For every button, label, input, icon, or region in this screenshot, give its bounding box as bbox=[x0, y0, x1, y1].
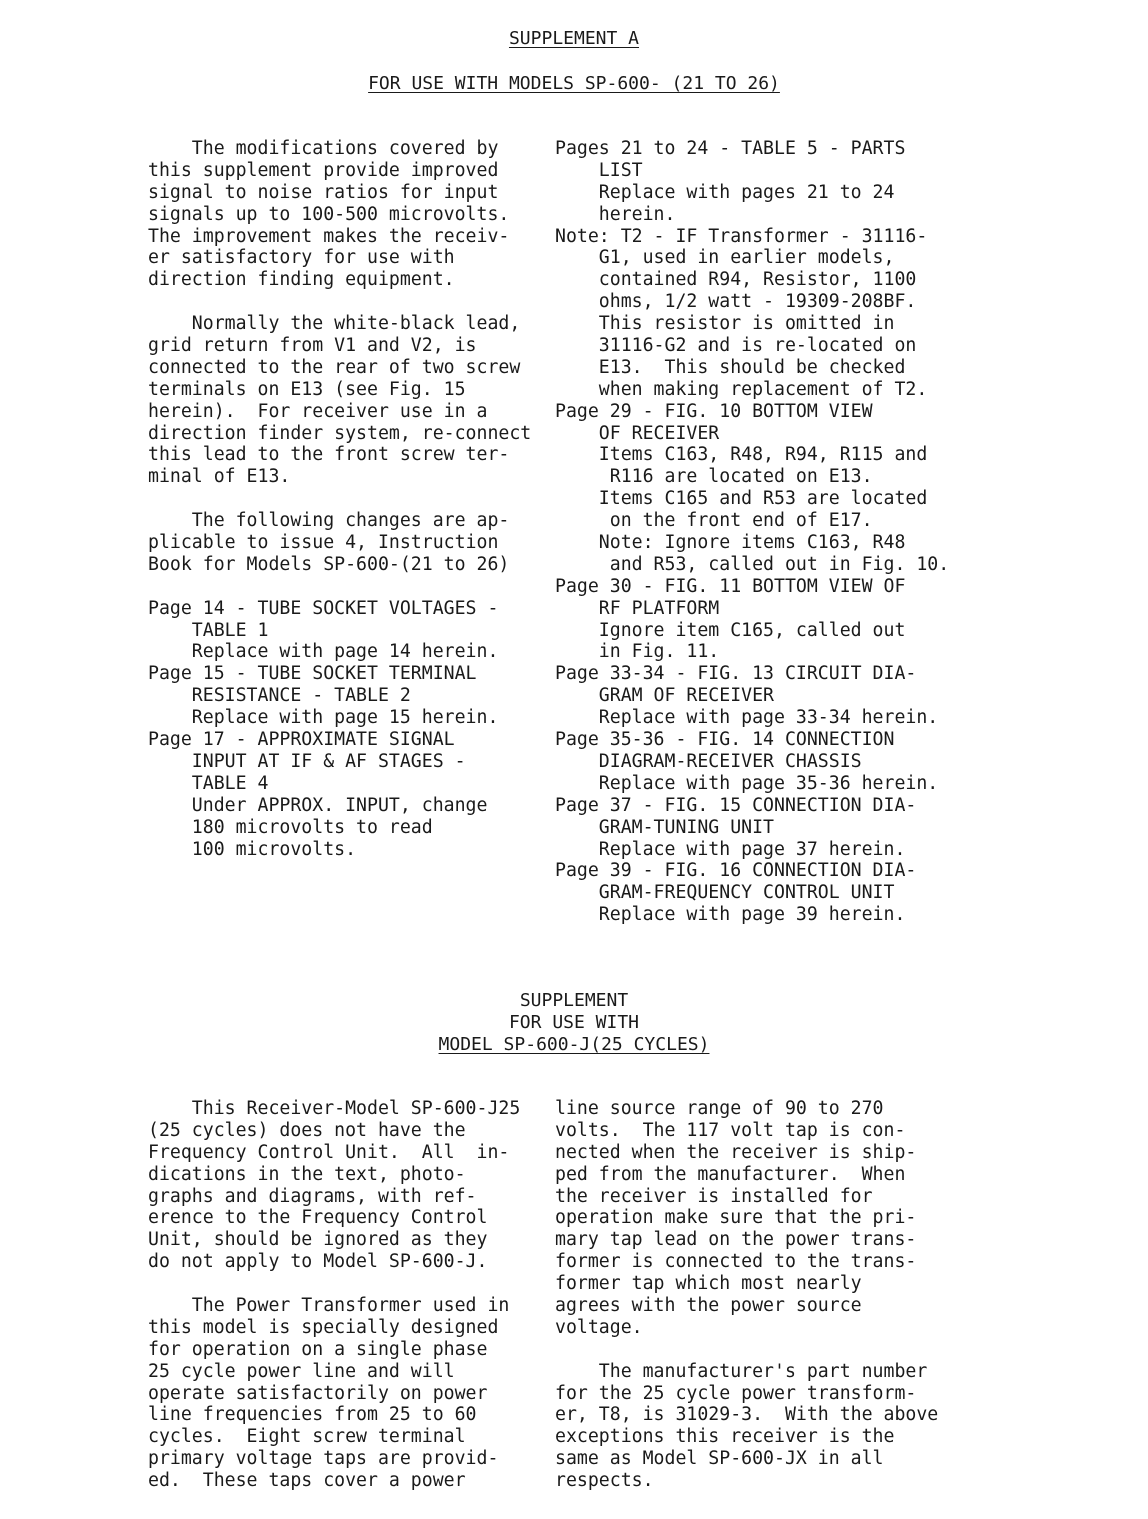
text-line: 31116-G2 and is re-located on bbox=[555, 335, 917, 357]
text-line: GRAM-FREQUENCY CONTROL UNIT bbox=[555, 882, 895, 904]
text-line: LIST bbox=[555, 159, 643, 181]
text-line: line frequencies from 25 to 60 bbox=[148, 1404, 477, 1426]
text-line: Under APPROX. INPUT, change bbox=[148, 794, 488, 816]
text-line: Page 29 - FIG. 10 BOTTOM VIEW bbox=[555, 400, 873, 422]
text-line: Page 30 - FIG. 11 BOTTOM VIEW OF bbox=[555, 575, 906, 597]
text-line: Page 14 - TUBE SOCKET VOLTAGES - bbox=[148, 597, 499, 619]
text-line: Pages 21 to 24 - TABLE 5 - PARTS bbox=[555, 138, 906, 159]
text-line: Page 37 - FIG. 15 CONNECTION DIA- bbox=[555, 794, 917, 816]
text-line: cycles. Eight screw terminal bbox=[148, 1426, 466, 1448]
text-line: dications in the text, photo- bbox=[148, 1163, 466, 1185]
text-line bbox=[555, 1339, 938, 1361]
text-line: ohms, 1/2 watt - 19309-208BF. bbox=[555, 291, 917, 313]
text-line: E13. This should be checked bbox=[555, 356, 906, 378]
text-line: Page 15 - TUBE SOCKET TERMINAL bbox=[148, 663, 477, 685]
text-line: Normally the white-black lead, bbox=[148, 313, 521, 335]
text-line: GRAM-TUNING UNIT bbox=[555, 816, 774, 838]
text-line: this supplement provide improved bbox=[148, 159, 499, 181]
text-line: Note: T2 - IF Transformer - 31116- bbox=[555, 225, 928, 247]
text-line: Replace with page 15 herein. bbox=[148, 707, 499, 729]
text-line: Replace with pages 21 to 24 bbox=[555, 181, 895, 203]
text-line: and R53, called out in Fig. 10. bbox=[555, 553, 950, 575]
text-line: Ignore item C165, called out bbox=[555, 619, 906, 641]
text-line: line source range of 90 to 270 bbox=[555, 1098, 884, 1119]
text-line: direction finder system, re-connect bbox=[148, 422, 532, 444]
supplement-a-title: SUPPLEMENT A bbox=[508, 28, 640, 49]
text-line: exceptions this receiver is the bbox=[555, 1426, 895, 1448]
text-line: mary tap lead on the power trans- bbox=[555, 1229, 917, 1251]
text-line: Unit, should be ignored as they bbox=[148, 1229, 488, 1251]
text-line: Items C163, R48, R94, R115 and bbox=[555, 444, 928, 466]
text-line: terminals on E13 (see Fig. 15 bbox=[148, 378, 466, 400]
text-line: The modifications covered by bbox=[148, 138, 499, 159]
supplement-j-left-column bbox=[148, 1098, 520, 1492]
text-line: Items C165 and R53 are located bbox=[555, 488, 928, 510]
text-line: do not apply to Model SP-600-J. bbox=[148, 1251, 488, 1273]
text-line: Note: Ignore items C163, R48 bbox=[555, 532, 906, 554]
text-line: GRAM OF RECEIVER bbox=[555, 685, 774, 707]
text-line: for the 25 cycle power transform- bbox=[555, 1382, 917, 1404]
text-line: The improvement makes the receiv- bbox=[148, 225, 510, 247]
text-line: (25 cycles) does not have the bbox=[148, 1119, 466, 1141]
text-line: Page 33-34 - FIG. 13 CIRCUIT DIA- bbox=[555, 663, 917, 685]
text-line: the receiver is installed for bbox=[555, 1185, 873, 1207]
text-line: primary voltage taps are provid- bbox=[148, 1448, 499, 1470]
text-line: when making replacement of T2. bbox=[555, 378, 928, 400]
text-line: ped from the manufacturer. When bbox=[555, 1163, 906, 1185]
text-line: this lead to the front screw ter- bbox=[148, 444, 510, 466]
text-line: R116 are located on E13. bbox=[555, 466, 873, 488]
text-line: Replace with page 37 herein. bbox=[555, 838, 906, 860]
text-line: herein. bbox=[555, 203, 676, 225]
text-line: agrees with the power source bbox=[555, 1295, 862, 1317]
text-line: plicable to issue 4, Instruction bbox=[148, 532, 499, 554]
text-line: This Receiver-Model SP-600-J25 bbox=[148, 1098, 521, 1119]
text-line bbox=[148, 291, 531, 313]
text-line: Replace with page 39 herein. bbox=[555, 904, 906, 926]
supplement-a-right-column bbox=[555, 138, 949, 926]
text-line: graphs and diagrams, with ref- bbox=[148, 1185, 477, 1207]
text-line: Page 17 - APPROXIMATE SIGNAL bbox=[148, 729, 455, 751]
text-line: herein). For receiver use in a bbox=[148, 400, 488, 422]
text-line: 180 microvolts to read bbox=[148, 816, 433, 838]
text-line: The following changes are ap- bbox=[148, 510, 510, 532]
text-line: Replace with page 35-36 herein. bbox=[555, 772, 939, 794]
text-line: OF RECEIVER bbox=[555, 422, 720, 444]
text-line: This resistor is omitted in bbox=[555, 313, 895, 335]
text-line: erence to the Frequency Control bbox=[148, 1207, 488, 1229]
text-line: nected when the receiver is ship- bbox=[555, 1141, 917, 1163]
text-line: connected to the rear of two screw bbox=[148, 356, 521, 378]
supplement-j-title-line1: SUPPLEMENT bbox=[519, 990, 629, 1011]
text-line: TABLE 4 bbox=[148, 772, 269, 794]
text-line: Frequency Control Unit. All in- bbox=[148, 1141, 510, 1163]
supplement-a-left-column bbox=[148, 138, 531, 860]
text-line: G1, used in earlier models, bbox=[555, 247, 895, 269]
text-line: former is connected to the trans- bbox=[555, 1251, 917, 1273]
text-line: on the front end of E17. bbox=[555, 510, 873, 532]
supplement-j-right-column bbox=[555, 1098, 938, 1492]
text-line: signals up to 100-500 microvolts. bbox=[148, 203, 510, 225]
supplement-a-subtitle: FOR USE WITH MODELS SP-600- (21 TO 26) bbox=[368, 73, 780, 94]
text-line: signal to noise ratios for input bbox=[148, 181, 499, 203]
text-line: RF PLATFORM bbox=[555, 597, 720, 619]
text-line: The Power Transformer used in bbox=[148, 1295, 510, 1317]
text-line: minal of E13. bbox=[148, 466, 291, 488]
text-line: INPUT AT IF & AF STAGES - bbox=[148, 750, 466, 772]
text-line: contained R94, Resistor, 1100 bbox=[555, 269, 917, 291]
text-line: ed. These taps cover a power bbox=[148, 1470, 466, 1492]
text-line: operate satisfactorily on power bbox=[148, 1382, 488, 1404]
text-line: The manufacturer's part number bbox=[555, 1360, 928, 1382]
text-line: former tap which most nearly bbox=[555, 1273, 862, 1295]
supplement-j-title-line3: MODEL SP-600-J(25 CYCLES) bbox=[438, 1034, 710, 1055]
text-line: er, T8, is 31029-3. With the above bbox=[555, 1404, 939, 1426]
text-line: operation make sure that the pri- bbox=[555, 1207, 917, 1229]
text-line: Replace with page 14 herein. bbox=[148, 641, 499, 663]
text-line bbox=[148, 488, 531, 510]
text-line: for operation on a single phase bbox=[148, 1338, 488, 1360]
text-line: Page 35-36 - FIG. 14 CONNECTION bbox=[555, 729, 895, 751]
supplement-j-title-line2: FOR USE WITH bbox=[508, 1012, 640, 1033]
text-line: same as Model SP-600-JX in all bbox=[555, 1448, 884, 1470]
text-line: grid return from V1 and V2, is bbox=[148, 335, 477, 357]
text-line: voltage. bbox=[555, 1316, 643, 1338]
text-line: Replace with page 33-34 herein. bbox=[555, 707, 939, 729]
text-line: RESISTANCE - TABLE 2 bbox=[148, 685, 411, 707]
text-line: respects. bbox=[555, 1470, 654, 1492]
text-line: direction finding equipment. bbox=[148, 269, 455, 291]
text-line: 100 microvolts. bbox=[148, 838, 357, 860]
text-line: DIAGRAM-RECEIVER CHASSIS bbox=[555, 750, 862, 772]
text-line: Book for Models SP-600-(21 to 26) bbox=[148, 553, 510, 575]
text-line: 25 cycle power line and will bbox=[148, 1360, 455, 1382]
text-line bbox=[148, 576, 531, 598]
text-line: in Fig. 11. bbox=[555, 641, 720, 663]
text-line: er satisfactory for use with bbox=[148, 247, 455, 269]
text-line bbox=[148, 1273, 520, 1295]
text-line: TABLE 1 bbox=[148, 619, 269, 641]
text-line: Page 39 - FIG. 16 CONNECTION DIA- bbox=[555, 860, 917, 882]
text-line: volts. The 117 volt tap is con- bbox=[555, 1119, 906, 1141]
text-line: this model is specially designed bbox=[148, 1316, 499, 1338]
